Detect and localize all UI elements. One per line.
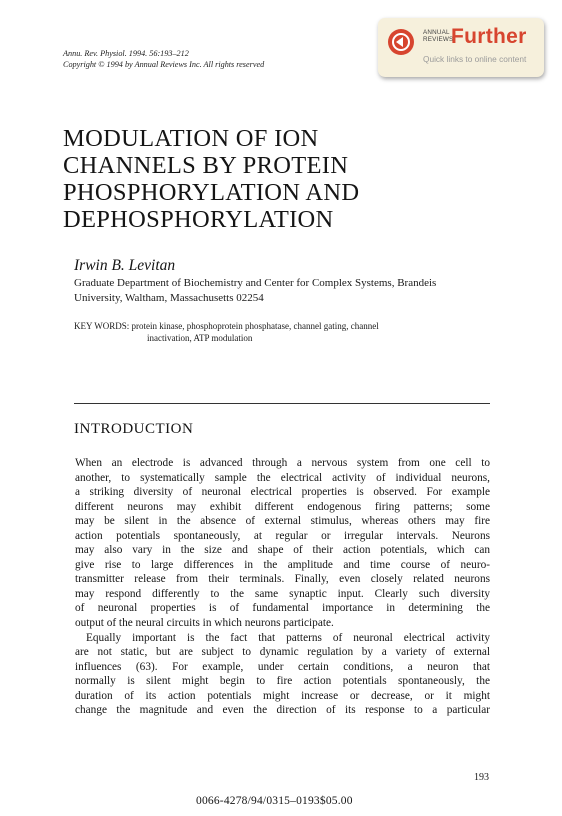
brand-line-reviews: REVIEWS	[423, 36, 454, 43]
section-heading: INTRODUCTION	[74, 421, 194, 437]
body-line: influences (63). For example, under certain conditions, a neuron that	[75, 660, 490, 673]
body-line: duration of its action potentials might increase or decrease, or it might	[75, 689, 490, 702]
journal-copyright: Copyright © 1994 by Annual Reviews Inc. All rights reserved	[63, 60, 265, 69]
further-wordmark: Further	[451, 25, 527, 48]
body-line: a striking diversity of neuronal electrical properties is observed. For example	[75, 486, 490, 499]
body-line: different neurons may exhibit different endogenous firing patterns; some	[75, 500, 490, 513]
page-number: 193	[474, 772, 489, 783]
body-line: output of the neural circuits in which neurons participate.	[75, 617, 334, 630]
title-line: PHOSPHORYLATION AND	[63, 179, 360, 206]
body-line: may also vary in the size and shape of their action potentials, which can	[75, 544, 490, 557]
journal-header	[63, 48, 264, 70]
author-name: Irwin B. Levitan	[74, 257, 176, 274]
body-line: normally is silent might begin to fire action potentials spontaneously, the	[75, 675, 490, 688]
title-line: CHANNELS BY PROTEIN	[63, 152, 349, 179]
keywords-line: protein kinase, phosphoprotein phosphatase, channel gating, channel	[131, 321, 379, 331]
body-line: of neuronal properties is of fundamental importance in determining the	[75, 602, 490, 615]
author-affiliation	[74, 276, 499, 305]
affiliation-line: University, Waltham, Massachusetts 02254	[74, 291, 264, 304]
body-line: are not static, but are subject to dynamic regulation by a variety of external	[75, 646, 490, 659]
body-line: change the magnitude and even the direction of its response to a particular	[75, 704, 490, 717]
further-tagline: Quick links to online content	[423, 54, 527, 64]
section-divider	[74, 403, 490, 404]
body-line: Equally important is the fact that patterns of neuronal electrical activity	[86, 631, 490, 644]
keywords-block	[74, 321, 494, 344]
journal-citation: Annu. Rev. Physiol. 1994. 56:193–212	[63, 49, 189, 58]
affiliation-line: Graduate Department of Biochemistry and Center for Complex Systems, Brandeis	[74, 277, 437, 289]
price-code: 0066-4278/94/0315–0193$05.00	[196, 795, 353, 807]
title-line: DEPHOSPHORYLATION	[63, 206, 334, 233]
back-arrow-circle-icon	[388, 29, 414, 55]
article-title	[63, 125, 503, 233]
body-line: give rise to large differences in the amplitude and time course of neuro-	[75, 558, 490, 571]
body-line: action potentials spontaneously, at regular or irregular intervals. Neurons	[75, 529, 490, 542]
brand-line-annual: ANNUAL	[423, 29, 450, 36]
body-line: When an electrode is advanced through a nervous system from one cell to	[75, 457, 490, 469]
body-text	[75, 456, 490, 718]
body-line: may be silent in the absence of external stimulus, whereas others may fire	[75, 515, 490, 528]
body-line: transmitter release from their terminals. Finally, even closely related neurons	[75, 573, 490, 586]
body-line: may respond differently to the same synaptic input. Clearly such diversity	[75, 587, 490, 600]
keywords-line: inactivation, ATP modulation	[147, 332, 253, 343]
further-badge[interactable]	[378, 18, 544, 77]
body-line: another, to systematically sample the electrical activity of individual neurons,	[75, 471, 490, 484]
keywords-label: KEY WORDS:	[74, 321, 130, 331]
annual-reviews-brand	[423, 29, 453, 43]
title-line: MODULATION OF ION	[63, 125, 319, 152]
